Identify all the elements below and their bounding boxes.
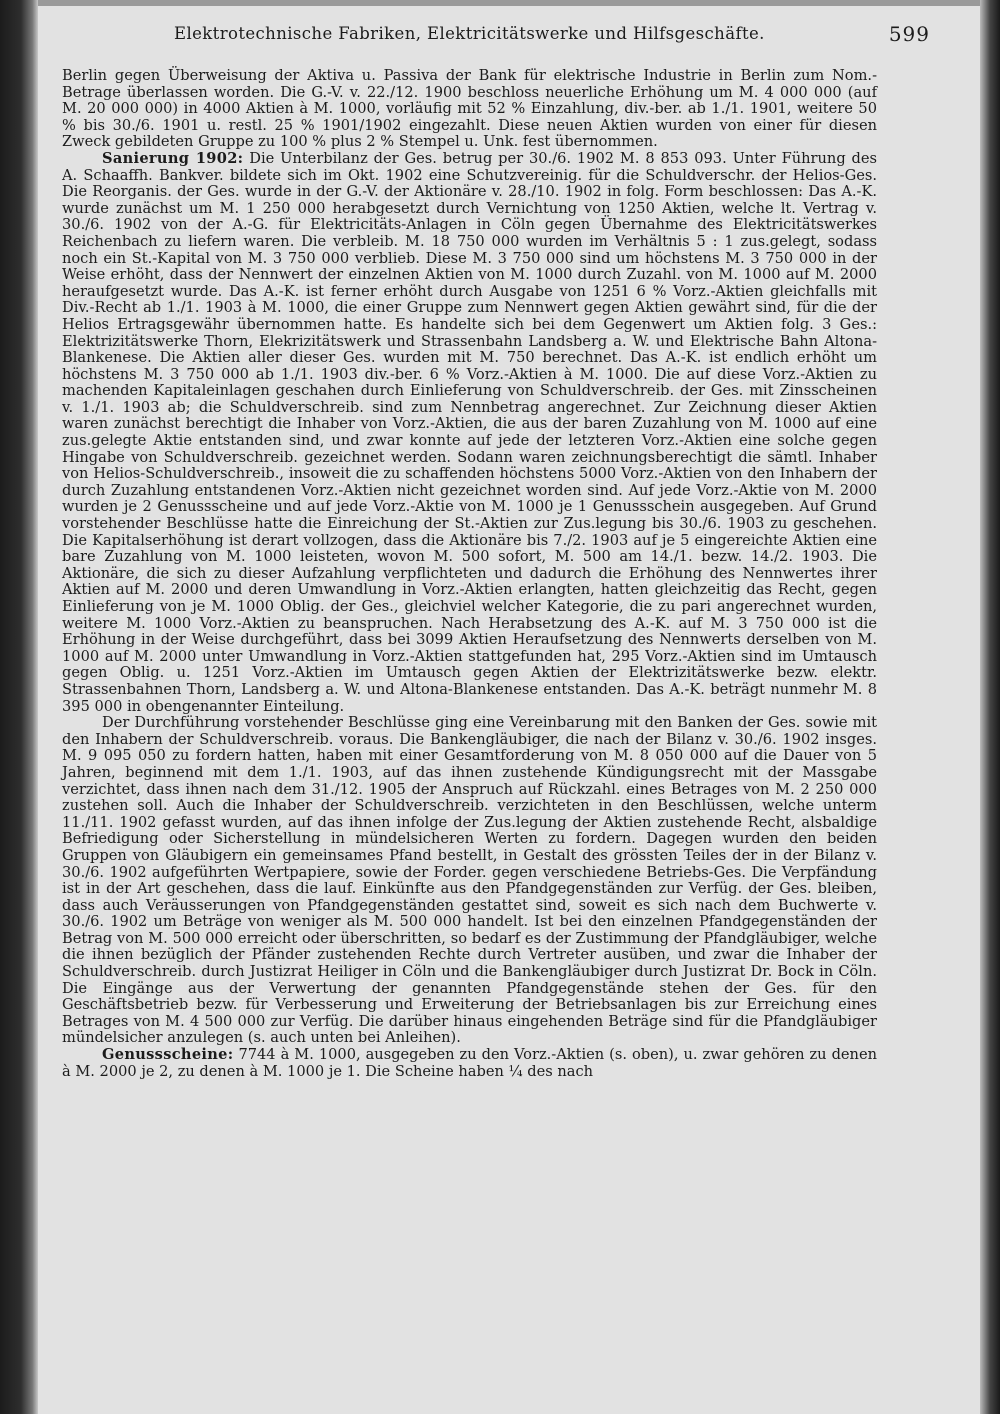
running-header-title: Elektrotechnische Fabriken, Elektricitätswerke und Hilfsgeschäfte.	[174, 24, 765, 43]
section-heading-genussscheine: Genussscheine:	[102, 1046, 234, 1064]
paragraph-berlin	[62, 68, 877, 151]
paragraph-text: Berlin gegen Überweisung der Aktiva u. Passiva der Bank für elektrische Industrie in Berlin zum Nom.-Betrage überlassen worden. Die G.-V. v. 22./12. 1900 beschloss neuerliche Erhöhung um M. 4 000 000 (auf M. 20 000 000) in 4000 Aktien à M. 1000, vorläufig mit 52 % Einzahlung, div.-ber. ab 1./1. 1901, weitere 50 % bis 30./6. 1901 u. restl. 25 % 1901/1902 eingezahlt. Diese neuen Aktien wurden von einer für diesen Zweck gebildeten Gruppe zu 100 % plus 2 % Stempel u. Unk. fest übernommen.	[62, 67, 877, 151]
scan-right-edge	[980, 0, 1000, 1414]
paragraph-text: 7744 à M. 1000, ausgegeben zu den Vorz.-Aktien (s. oben), u. zwar gehören zu denen à M. 2000 je 2, zu denen à M. 1000 je 1. Die Scheine haben ¼ des nach	[62, 1046, 877, 1080]
section-heading-sanierung: Sanierung 1902:	[102, 149, 244, 167]
paragraph-sanierung	[62, 151, 877, 715]
paragraph-text: Der Durchführung vorstehender Beschlüsse ging eine Vereinbarung mit den Banken der Ges. sowie mit den Inhabern der Schuldverschreib. voraus. Die Bankengläubiger, die nach der Bilanz v. 30./6. 1902 insges. M. 9 095 050 zu fordern hatten, haben mit einer Gesamtforderung von M. 8 050 000 auf die Dauer von 5 Jahren, beginnend mit dem 1./1. 1903, auf das ihnen zustehende Kündigungsrecht mit der Massgabe verzichtet, dass ihnen nach dem 31./12. 1905 der Anspruch auf Rückzahl. eines Betrages von M. 2 250 000 zustehen soll. Auch die Inhaber der Schuldverschreib. verzichteten in den Beschlüssen, welche unterm 11./11. 1902 gefasst wurden, auf das ihnen infolge der Zus.legung der Aktien zustehende Recht, alsbaldige Befriedigung oder Sicherstellung in mündelsicheren Werten zu fordern. Dagegen wurden den beiden Gruppen von Gläubigern ein gemeinsames Pfand bestellt, in Gestalt des grössten Teiles der in der Bilanz v. 30./6. 1902 aufgeführten Wertpapiere, sowie der Forder. gegen verschiedene Betriebs-Ges. Die Verpfändung ist in der Art geschehen, dass die lauf. Einkünfte aus den Pfandgegenständen zur Verfüg. der Ges. bleiben, dass auch Veräusserungen von Pfandgegenständen gestattet sind, soweit es sich nach dem Buchwerte v. 30./6. 1902 um Beträge von weniger als M. 500 000 handelt. Ist bei den einzelnen Pfandgegenständen der Betrag von M. 500 000 erreicht oder überschritten, so bedarf es der Zustimmung der Pfandgläubiger, welche die ihnen bezüglich der Pfänder zustehenden Rechte durch Vertreter ausüben, und zwar die Inhaber der Schuldverschreib. durch Justizrat Heiliger in Cöln und die Bankengläubiger durch Justizrat Dr. Bock in Cöln. Die Eingänge aus der Verwertung der genannten Pfandgegenstände stehen der Ges. für den Geschäftsbetrieb bezw. für Verbesserung und Erweiterung der Betriebsanlagen bis zur Erreichung eines Betrages von M. 4 500 000 zur Verfüg. Die darüber hinaus eingehenden Beträge sind für die Pfandgläubiger mündelsicher anzulegen (s. auch unten bei Anleihen).	[62, 714, 877, 1047]
page-number: 599	[888, 22, 930, 46]
paragraph-genussscheine	[62, 1047, 877, 1080]
body-text	[62, 68, 877, 1080]
scan-binding-shadow	[0, 0, 38, 1414]
scan-top-edge	[0, 0, 1000, 6]
paragraph-text: Die Unterbilanz der Ges. betrug per 30./6. 1902 M. 8 853 093. Unter Führung des A. Schaaffh. Bankver. bildete sich im Okt. 1902 eine Schutzvereinig. für die Schuldverschr. der Helios-Ges. Die Reorganis. der Ges. wurde in der G.-V. der Aktionäre v. 28./10. 1902 in folg. Form beschlossen: Das A.-K. wurde zunächst um M. 1 250 000 herabgesetzt durch Vernichtung von 1250 Aktien, welche lt. Vertrag v. 30./6. 1902 von der A.-G. für Elektricitäts-Anlagen in Cöln gegen Übernahme des Elektricitätswerkes Reichenbach zu liefern waren. Die verbleib. M. 18 750 000 wurden im Verhältnis 5 : 1 zus.gelegt, sodass noch ein St.-Kapital von M. 3 750 000 verblieb. Diese M. 3 750 000 sind um höchstens M. 3 750 000 in der Weise erhöht, dass der Nennwert der einzelnen Aktien von M. 1000 durch Zuzahl. von M. 1000 auf M. 2000 heraufgesetzt wurde. Das A.-K. ist ferner erhöht durch Ausgabe von 1251 6 % Vorz.-Aktien gleichfalls mit Div.-Recht ab 1./1. 1903 à M. 1000, die einer Gruppe zum Nennwert gegen Aktien gewährt sind, für die der Helios Ertragsgewähr übernommen hatte. Es handelte sich bei dem Gegenwert um Aktien folg. 3 Ges.: Elektrizitätswerke Thorn, Elekrizitätswerk und Strassenbahn Landsberg a. W. und Elektrische Bahn Altona-Blankenese. Die Aktien aller dieser Ges. wurden mit M. 750 berechnet. Das A.-K. ist endlich erhöht um höchstens M. 3 750 000 ab 1./1. 1903 div.-ber. 6 % Vorz.-Aktien à M. 1000. Die auf diese Vorz.-Aktien zu machenden Kapitaleinlagen geschahen durch Einlieferung von Schuldverschreib. der Ges. mit Zinsscheinen v. 1./1. 1903 ab; die Schuldverschreib. sind zum Nennbetrag angerechnet. Zur Zeichnung dieser Aktien waren zunächst berechtigt die Inhaber von Vorz.-Aktien, die aus der baren Zuzahlung von M. 1000 auf eine zus.gelegte Aktie entstanden sind, und zwar konnte auf jede der letzteren Vorz.-Aktien eine solche gegen Hingabe von Schuldverschreib. gezeichnet werden. Sodann waren zeichnungsberechtigt die sämtl. Inhaber von Helios-Schuldverschreib., insoweit die zu schaffenden höchstens 5000 Vorz.-Aktien von den Inhabern der durch Zuzahlung entstandenen Vorz.-Aktien nicht gezeichnet worden sind. Auf jede Vorz.-Aktie von M. 2000 wurden je 2 Genussscheine und auf jede Vorz.-Aktie von M. 1000 je 1 Genussschein ausgegeben. Auf Grund vorstehender Beschlüsse hatte die Einreichung der St.-Aktien zur Zus.legung bis 30./6. 1903 zu geschehen. Die Kapitalserhöhung ist derart vollzogen, dass die Aktionäre bis 7./2. 1903 auf je 5 eingereichte Aktien eine bare Zuzahlung von M. 1000 leisteten, wovon M. 500 sofort, M. 500 am 14./1. bezw. 14./2. 1903. Die Aktionäre, die sich zu dieser Aufzahlung verpflichteten und dadurch die Erhöhung des Nennwertes ihrer Aktien auf M. 2000 und deren Umwandlung in Vorz.-Aktien erlangten, hatten gleichzeitig das Recht, gegen Einlieferung von je M. 1000 Oblig. der Ges., gleichviel welcher Kategorie, die zu pari angerechnet wurden, weitere M. 1000 Vorz.-Aktien zu beanspruchen. Nach Herabsetzung des A.-K. auf M. 3 750 000 ist die Erhöhung in der Weise durchgeführt, dass bei 3099 Aktien Heraufsetzung des Nennwerts derselben von M. 1000 auf M. 2000 unter Umwandlung in Vorz.-Aktien stattgefunden hat, 295 Vorz.-Aktien sind im Umtausch gegen Oblig. u. 1251 Vorz.-Aktien im Umtausch gegen Aktien der Elektrizitätswerke bezw. elektr. Strassenbahnen Thorn, Landsberg a. W. und Altona-Blankenese entstanden. Das A.-K. beträgt nunmehr M. 8 395 000 in obengenannter Einteilung.	[62, 149, 878, 715]
running-header	[62, 22, 950, 52]
paragraph-durchfuehrung	[62, 715, 877, 1047]
